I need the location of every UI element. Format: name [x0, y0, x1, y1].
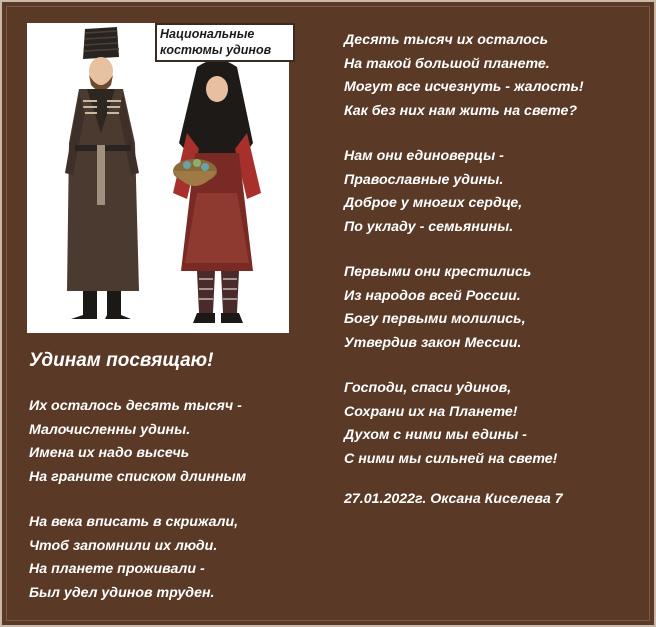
stanza-gap: [344, 355, 584, 377]
poem-line: Духом с ними мы едины -: [344, 427, 527, 443]
poem-line: Доброе у многих сердце,: [344, 195, 523, 211]
poem-line: Чтоб запомнили их люди.: [29, 537, 218, 554]
poem-line: Малочисленны удины.: [29, 421, 191, 438]
stanza-gap: [344, 239, 584, 261]
poem-line: Их осталось десять тысяч -: [29, 398, 242, 414]
right-poem: [344, 29, 584, 471]
costume-illustration: [27, 23, 289, 333]
poem-line: На такой большой планете.: [344, 55, 550, 72]
poem-line: Нам они единоверцы -: [344, 148, 504, 164]
stanza-gap: [344, 123, 584, 145]
woman-figure: [173, 60, 261, 323]
poem-line: Из народов всей России.: [344, 287, 521, 304]
caption-line-2: костюмы удинов: [160, 43, 272, 57]
signature: 27.01.2022г. Оксана Киселева 7: [344, 491, 563, 507]
poem-title: Удинам посвящаю!: [29, 350, 214, 371]
stanza-gap: [29, 489, 246, 511]
poem-line: Господи, спаси удинов,: [344, 380, 512, 396]
left-poem: [29, 395, 246, 605]
poem-line: На века вписать в скрижали,: [29, 514, 239, 530]
caption-line-1: Национальные: [160, 27, 255, 41]
poem-line: Сохрани их на Планете!: [344, 403, 518, 420]
poem-line: Десять тысяч их осталось: [344, 32, 549, 48]
poem-line: С ними мы сильней на свете!: [344, 450, 558, 467]
poem-line: На планете проживали -: [29, 561, 205, 577]
poem-line: Могут все исчезнуть - жалость!: [344, 79, 584, 95]
poem-line: Первыми они крестились: [344, 264, 532, 280]
costume-figures-image: [27, 23, 289, 333]
poem-line: Имена их надо высечь: [29, 445, 190, 461]
man-figure: [65, 27, 139, 319]
poem-line: Как без них нам жить на свете?: [344, 102, 578, 119]
poem-line: Утвердив закон Мессии.: [344, 334, 522, 351]
poem-line: На граните списком длинным: [29, 468, 247, 485]
poem-line: По укладу - семьянины.: [344, 218, 514, 235]
illustration-caption: [155, 23, 295, 62]
poem-line: Богу первыми молились,: [344, 311, 526, 327]
poem-line: Православные удины.: [344, 171, 504, 188]
poem-line: Был удел удинов труден.: [29, 584, 215, 601]
